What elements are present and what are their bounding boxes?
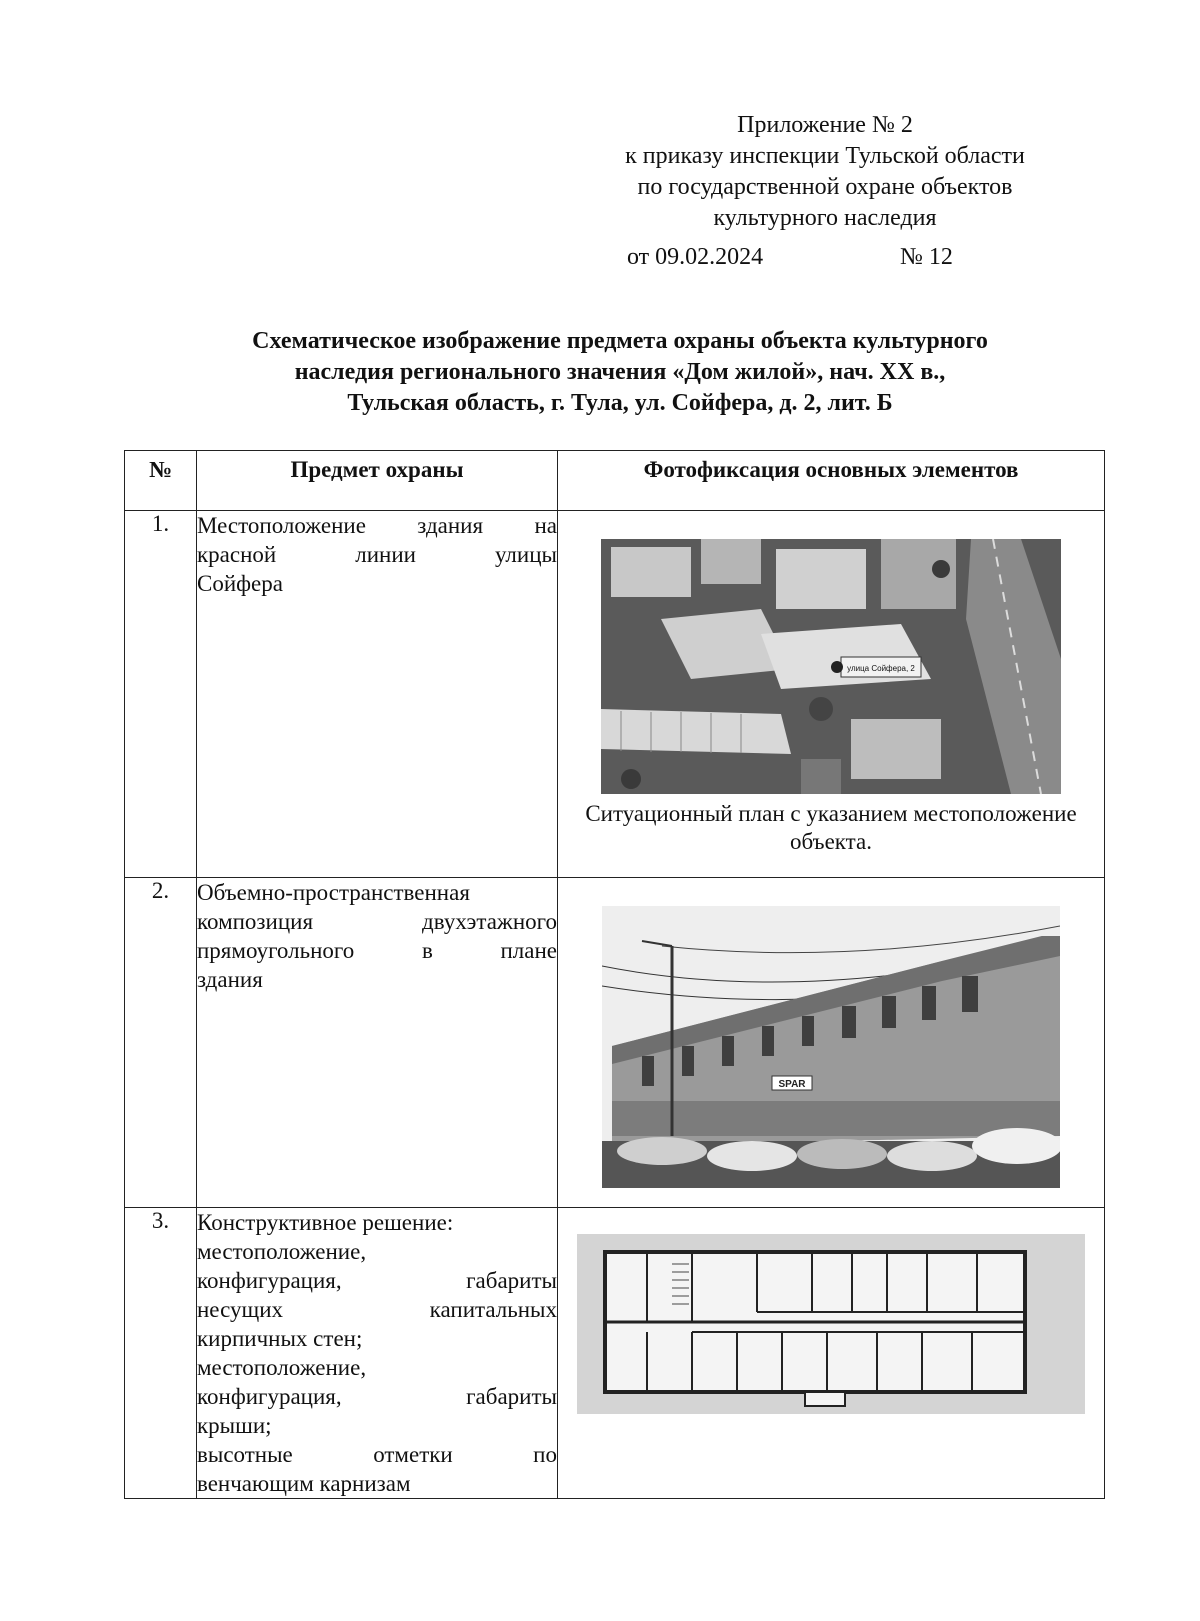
subject-word: композиция bbox=[197, 909, 314, 934]
subject-line bbox=[197, 1440, 557, 1469]
subject-word: линии bbox=[355, 542, 416, 567]
subject-word: улицы bbox=[494, 542, 557, 567]
subject-word: красной bbox=[197, 542, 277, 567]
order-date: от 09.02.2024 bbox=[627, 244, 764, 270]
subject-word: двухэтажного bbox=[422, 909, 557, 934]
subject-word: габариты bbox=[466, 1384, 557, 1409]
shop-sign: SPAR bbox=[778, 1079, 806, 1090]
table-row bbox=[125, 1208, 1105, 1499]
subject-word: в bbox=[421, 938, 433, 963]
subject-line: венчающим карнизам bbox=[197, 1471, 411, 1496]
row-photo-cell bbox=[558, 1208, 1105, 1499]
subject-line bbox=[197, 1266, 557, 1295]
subject-line bbox=[197, 907, 557, 936]
appendix-line: по государственной охране объектов bbox=[637, 174, 1013, 200]
row-subject bbox=[197, 511, 558, 878]
floor-plan-image bbox=[577, 1234, 1085, 1414]
subject-line bbox=[197, 936, 557, 965]
row-photo-cell bbox=[558, 511, 1105, 878]
title-line: наследия регионального значения «Дом жилой», нач. XX в., bbox=[294, 359, 946, 385]
row-subject bbox=[197, 878, 558, 1208]
table-row bbox=[125, 878, 1105, 1208]
appendix-block bbox=[560, 110, 1090, 234]
appendix-line: Приложение № 2 bbox=[737, 112, 913, 138]
row-subject bbox=[197, 1208, 558, 1499]
subject-line bbox=[197, 1382, 557, 1411]
subject-line bbox=[197, 540, 557, 569]
appendix-line: культурного наследия bbox=[713, 205, 937, 231]
subject-word: габариты bbox=[466, 1268, 557, 1293]
subject-word: здания bbox=[417, 513, 484, 538]
subject-line: Конструктивное решение: bbox=[197, 1210, 454, 1235]
subject-line: Объемно-пространственная bbox=[197, 880, 470, 905]
subject-word: плане bbox=[500, 938, 557, 963]
subject-word: на bbox=[534, 513, 557, 538]
subject-line bbox=[197, 1295, 557, 1324]
row-number: 1. bbox=[125, 511, 197, 878]
row-photo-cell bbox=[558, 878, 1105, 1208]
subject-line: местоположение, bbox=[197, 1355, 367, 1380]
map-label: улица Сойфера, 2 bbox=[847, 664, 915, 673]
subject-line: местоположение, bbox=[197, 1239, 367, 1264]
subject-word: Местоположение bbox=[197, 513, 366, 538]
subject-word: по bbox=[533, 1442, 557, 1467]
subject-word: конфигурация, bbox=[197, 1268, 342, 1293]
subject-line: кирпичных стен; bbox=[197, 1326, 363, 1351]
row-number: 2. bbox=[125, 878, 197, 1208]
header-photo: Фотофиксация основных элементов bbox=[558, 451, 1105, 511]
subject-word: высотные bbox=[197, 1442, 293, 1467]
title-line: Тульская область, г. Тула, ул. Сойфера, д. 2, лит. Б bbox=[347, 390, 893, 416]
header-subject: Предмет охраны bbox=[197, 451, 558, 511]
table-row bbox=[125, 511, 1105, 878]
row-number: 3. bbox=[125, 1208, 197, 1499]
subject-word: отметки bbox=[373, 1442, 453, 1467]
subject-word: капитальных bbox=[429, 1297, 557, 1322]
appendix-line: к приказу инспекции Тульской области bbox=[625, 143, 1025, 169]
subject-line bbox=[197, 511, 557, 540]
photo-caption: Ситуационный план с указанием местоположение объекта. bbox=[585, 801, 1077, 854]
subject-word: несущих bbox=[197, 1297, 284, 1322]
protection-table bbox=[124, 450, 1105, 1499]
subject-word: конфигурация, bbox=[197, 1384, 342, 1409]
subject-line: Сойфера bbox=[197, 571, 283, 596]
subject-line: здания bbox=[197, 967, 263, 992]
subject-line: крыши; bbox=[197, 1413, 272, 1438]
table-header-row bbox=[125, 451, 1105, 511]
order-number: № 12 bbox=[900, 244, 953, 270]
subject-word: прямоугольного bbox=[197, 938, 355, 963]
document-title bbox=[150, 326, 1090, 419]
facade-photo-image bbox=[602, 906, 1060, 1188]
header-number: № bbox=[125, 451, 197, 511]
title-line: Схематическое изображение предмета охраны объекта культурного bbox=[252, 328, 988, 354]
aerial-map-image bbox=[601, 539, 1061, 794]
